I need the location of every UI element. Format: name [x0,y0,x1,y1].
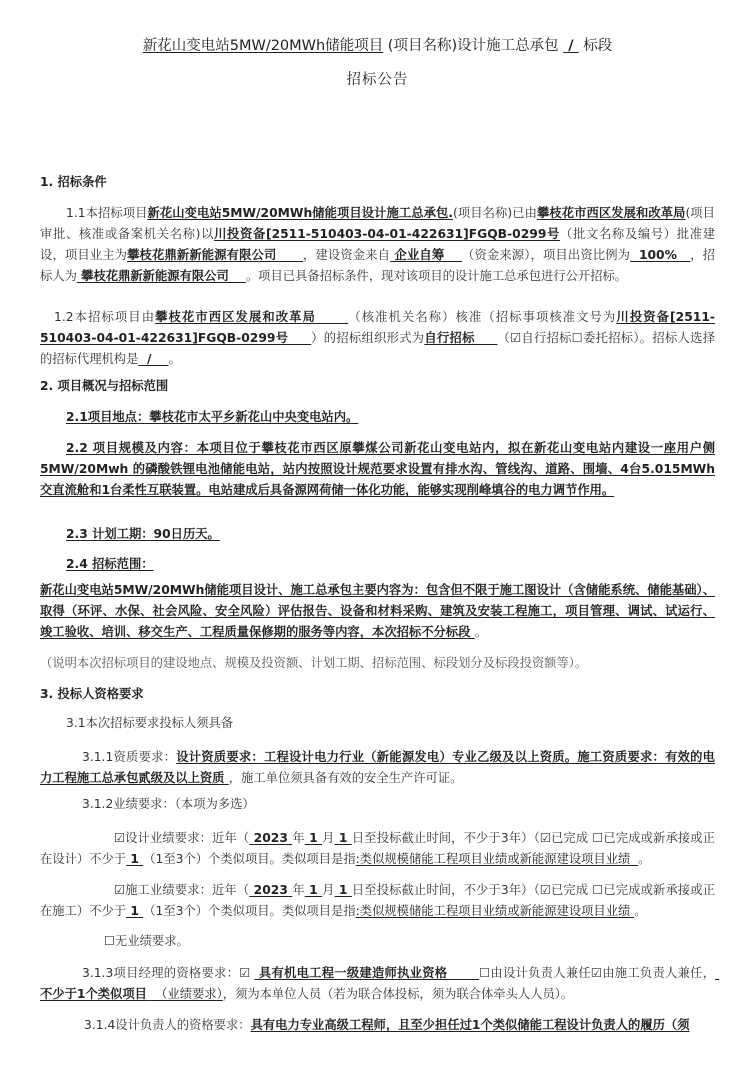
body-text: （说明本次招标项目的建设地点、规模及投资额、计划工期、招标范围、标段划分及标段投资额等）。 [40,656,588,670]
filled-field-text: 新花山变电站5MW/20MWh储能项目 [142,38,384,54]
paragraph-design-performance [40,828,715,870]
body-text: 月 [322,831,335,845]
body-text: 年 [292,831,305,845]
body-text: 日至投标截止时间，不少于3年）（☑已完成 ☐已完成或新承接或正在设计）不少于 [40,831,715,866]
filled-field-text: 具有机电工程一级建造师执业资格 [254,966,480,980]
section-heading-3: 3. 投标人资格要求 [40,687,144,701]
document-subtitle: 招标公告 [346,72,409,88]
body-text: 。 [168,352,181,366]
filled-field-text: 具有电力专业高级工程师，且至少担任过1个类似储能工程设计负责人的履历（须 [250,1018,690,1032]
body-text: （资金来源），项目出资比例为 [462,248,631,262]
filled-field-text: 企业自筹 [390,248,463,262]
filled-field-text: 1 [126,904,144,918]
paragraph-2-2 [40,438,715,501]
body-text: （1至3个）个类似项目。类似项目是指 [143,852,356,866]
body-text: ，招标人为 [40,248,715,283]
paragraph-2-1 [40,407,715,428]
body-text: ☐无业绩要求。 [104,934,189,948]
body-text: (项目名称)设计施工总承包 [383,38,564,54]
filled-field-text: 2.2 项目规模及内容：本项目位于攀枝花市西区原攀煤公司新花山变电站内，拟在新花山变电站内建设一座用户侧5MW/20Mwh 的磷酸铁锂电池储能电站，站内按照设计规范要求设置有排水沟、管线沟、道路、围墙、4台5.015MWh交直流舱和1台柔性互联装置。电站建成后具备源网荷储一体化功能，能够实现削峰填谷的电力调节作用。 [40,441,715,497]
body-text: ，施工单位须具备有效的安全生产许可证。 [228,771,463,785]
paragraph-3-1-4 [40,1015,715,1036]
filled-field-text: 攀枝花鼎新新能源有限公司 [76,269,246,283]
filled-field-text: 川投资备[2511-510403-04-01-422631]FGQB-0299号 [40,310,715,345]
filled-field-text: 2.3 计划工期：90日历天。 [66,527,220,541]
body-text: 。项目已具备招标条件，现对该项目的设计施工总承包进行公开招标。 [245,269,628,283]
body-text: 。 [474,625,487,639]
body-text: (项目审批、核准或备案机关名称)以 [40,206,715,241]
filled-field-text: 攀枝花市西区发展和改革局 [155,310,349,324]
body-text: （☑自行招标☐委托招标）。招标人选择的招标代理机构是 [40,331,715,366]
body-text: ）的招标组织形式为 [311,331,425,345]
paragraph-2-4 [40,554,715,575]
paragraph-3-1-3 [40,963,720,1005]
body-text: 1.1本招标项目 [66,206,148,220]
body-text: ☑设计业绩要求：近年（ [114,831,250,845]
filled-field-text: 2.4 招标范围： [66,557,154,571]
filled-field-text: 100% [630,248,691,262]
filled-field-text: 1 [304,831,323,845]
body-text: 。 [634,904,647,918]
body-text: 月 [322,883,335,897]
section-heading-2: 2. 项目概况与招标范围 [40,379,169,393]
filled-field-text: 1 [126,852,144,866]
filled-field-text: 新花山变电站5MW/20MWh储能项目设计、施工总承包主要内容为：包含但不限于施工图设计（含储能系统、储能基础）、取得（环评、水保、社会风险、安全风险）评估报告、设备和材料采购、建筑及安装工程施工，项目管理、调试、试运行、竣工验收、培训、移交生产、工程质量保修期的服务等内容，本次招标不分标段 [40,583,715,639]
paragraph-1-2 [40,307,715,370]
body-text: 3.1.4设计负责人的资格要求： [84,1018,251,1032]
filled-field-text: 攀枝花鼎新新能源有限公司 [127,248,303,262]
filled-field-text: 不少于1个类似项目 [40,966,720,1001]
body-text: (项目名称)已由 [453,206,537,220]
filled-field-text: （业绩要求） [151,987,223,1001]
section-heading-1: 1. 招标条件 [40,175,107,189]
filled-field-text: :类似规模储能工程项目业绩或新能源建设项目业绩 [355,904,635,918]
body-text: ，建设资金来自 [303,248,391,262]
filled-field-text: :类似规模储能工程项目业绩或新能源建设项目业绩 [355,852,639,866]
paragraph-2-3 [40,524,715,545]
paragraph-construction-performance [40,880,715,922]
body-text: 3.1.2业绩要求：（本项为多选） [82,797,255,811]
filled-field-text: 攀枝花市西区发展和改革局 [537,206,686,220]
body-text: （1至3个）个类似项目。类似项目是指 [143,904,356,918]
body-text: ，须为本单位人员（若为联合体投标，须为联合体牵头人人员）。 [222,987,574,1001]
body-text: 日至投标截止时间，不少于3年）（☑已完成 ☐已完成或新承接或正在施工）不少于 [40,883,715,918]
filled-field-text: 1 [334,883,352,897]
filled-field-text: 新花山变电站5MW/20MWh储能项目设计施工总承包. [147,206,454,220]
filled-field-text: / [138,352,169,366]
filled-field-text: 2023 [249,831,293,845]
body-text: （批文名称及编号）批准建设，项目业主为 [40,227,715,262]
body-text: 1.2本招标项目由 [54,310,156,324]
body-text: 标段 [578,38,613,54]
body-text: （核准机关名称）核准（招标事项核准文号为 [348,310,617,324]
paragraph-3-1 [40,713,715,734]
filled-field-text: 1 [304,883,323,897]
filled-field-text: 1 [334,831,352,845]
filled-field-text: 川投资备[2511-510403-04-01-422631]FGQB-0299号 [214,227,561,241]
body-text: ☑施工业绩要求：近年（ [114,883,250,897]
filled-field-text: 设计资质要求：工程设计电力行业（新能源发电）专业乙级及以上资质。施工资质要求：有效的电力工程施工总承包贰级及以上资质 [40,750,715,785]
document-title [0,34,755,55]
body-text: 3.1.3项目经理的资格要求：☑ [82,966,255,980]
filled-field-text: 自行招标 [424,331,498,345]
body-text: 3.1本次招标要求投标人须具备 [66,716,234,730]
body-text: 3.1.1资质要求： [82,750,177,764]
paragraph-1-1 [40,203,715,287]
paragraph-no-performance [40,931,715,952]
body-text: 。 [638,852,651,866]
body-text: 年 [292,883,305,897]
paragraph-3-1-2 [40,794,715,815]
paragraph-3-1-1 [40,747,715,789]
filled-field-text: 2023 [249,883,293,897]
paragraph-note [40,653,715,674]
body-text: ☐由设计负责人兼任☑由施工负责人兼任， [479,966,715,980]
filled-field-text: / [563,38,579,54]
filled-field-text: 2.1项目地点：攀枝花市太平乡新花山中央变电站内。 [66,410,359,424]
paragraph-bid-scope [40,580,715,643]
